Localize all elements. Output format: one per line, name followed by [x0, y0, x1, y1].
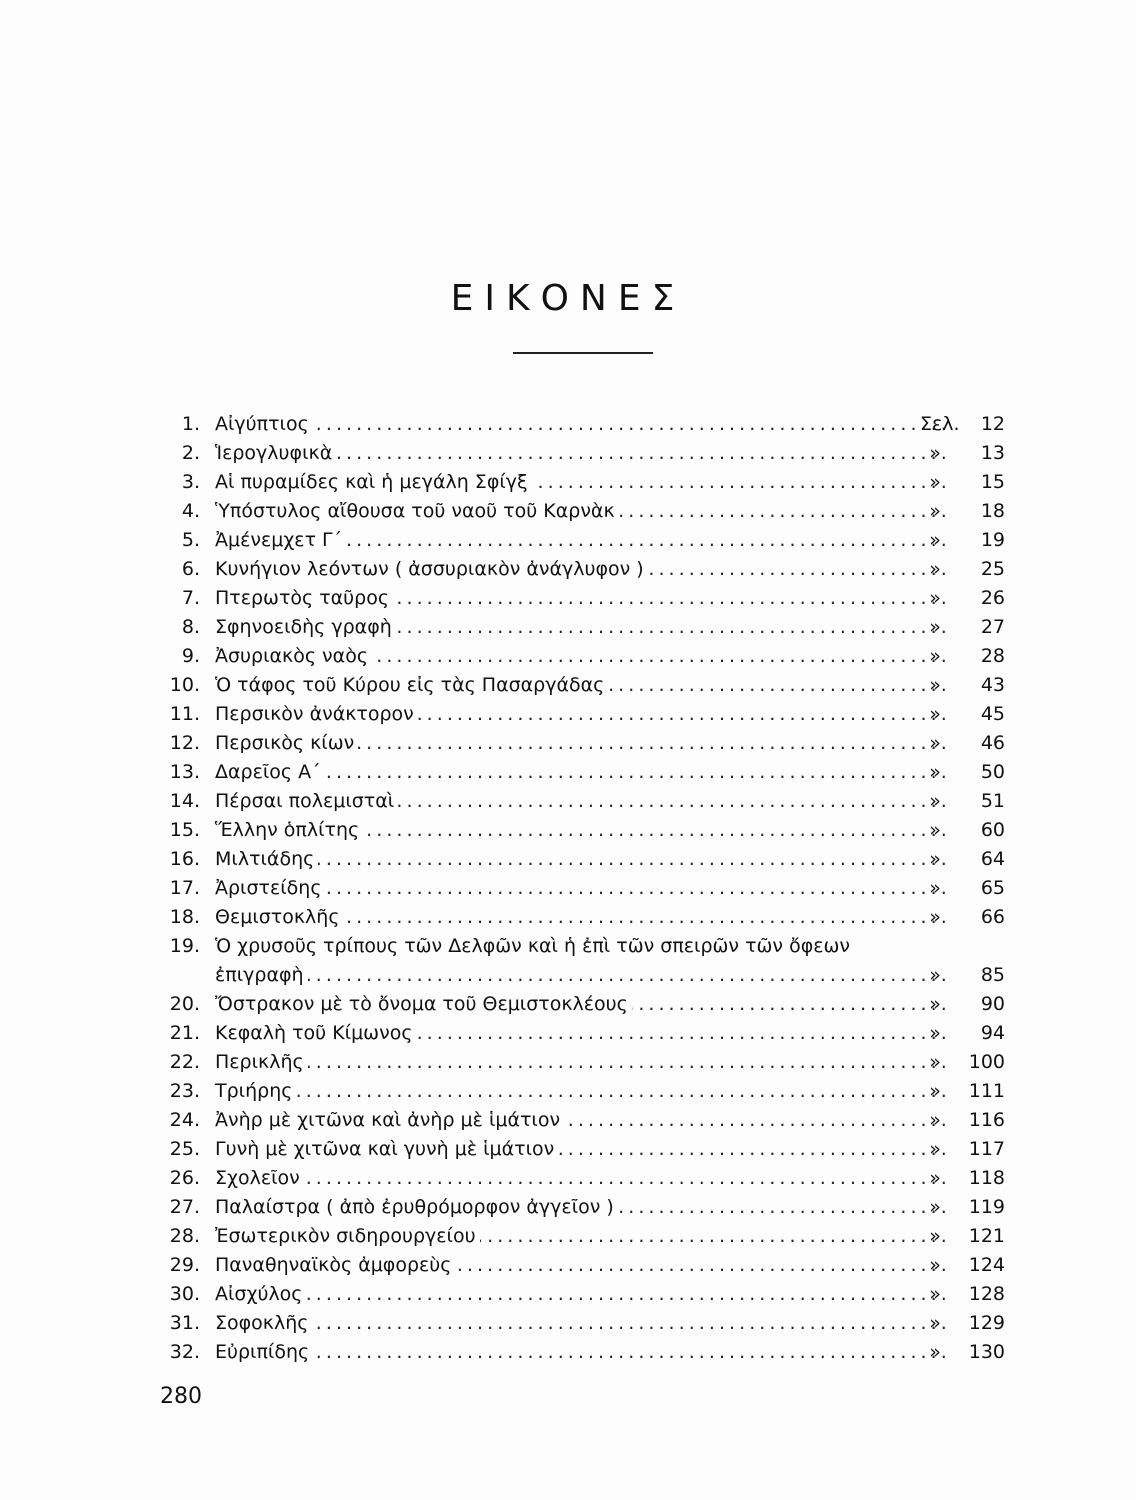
toc-entry	[160, 642, 1010, 671]
entry-label-text: Σχολεῖον	[215, 1167, 304, 1189]
entry-page: 119	[968, 1196, 1005, 1218]
entry-page: 66	[980, 906, 1005, 928]
ditto-mark: »	[929, 558, 941, 580]
entry-number: 21.	[169, 1022, 200, 1044]
ditto-mark: »	[929, 848, 941, 870]
ditto-mark: »	[929, 1312, 941, 1334]
entry-number: 5.	[181, 529, 200, 551]
entry-label	[215, 497, 945, 526]
ditto-mark: »	[929, 1167, 941, 1189]
entry-page: 19	[980, 529, 1005, 551]
entry-label-text: Πτερωτὸς ταῦρος	[215, 587, 393, 609]
entry-page: 51	[980, 790, 1005, 812]
entry-label-text: Ἀσυριακὸς ναὸς	[215, 645, 372, 667]
entry-label-text: Περσικὸν ἀνάκτορον	[215, 703, 418, 725]
entry-label	[215, 1164, 945, 1193]
entry-label	[215, 526, 945, 555]
page-title: ΕΙΚΟΝΕΣ	[450, 278, 686, 319]
entry-label	[215, 729, 945, 758]
ditto-mark: »	[929, 1138, 941, 1160]
entry-page: 28	[980, 645, 1005, 667]
entry-label-text: Ἱερογλυφικὰ	[215, 442, 336, 464]
toc-entry	[160, 932, 1010, 961]
ditto-mark: »	[929, 442, 941, 464]
entry-number: 29.	[169, 1254, 200, 1276]
entry-number: 2.	[181, 442, 200, 464]
entry-number: 30.	[169, 1283, 200, 1305]
title-underline	[513, 352, 653, 354]
entry-label-text: Αἰσχύλος	[215, 1283, 306, 1305]
entry-label	[215, 816, 945, 845]
entry-label-text: Εὐριπίδης	[215, 1341, 313, 1363]
toc-entry	[160, 439, 1010, 468]
toc-entry	[160, 1164, 1010, 1193]
entry-label-text: Περσικὸς κίων	[215, 732, 358, 754]
ditto-mark: »	[929, 732, 941, 754]
entry-label-text: Περικλῆς	[215, 1051, 308, 1073]
entry-number: 18.	[169, 906, 200, 928]
entry-label-text: Ὄστρακον μὲ τὸ ὄνομα τοῦ Θεμιστοκλέους	[215, 993, 632, 1015]
entry-number: 26.	[169, 1167, 200, 1189]
entry-label	[215, 787, 945, 816]
entry-page: 128	[968, 1283, 1005, 1305]
entry-page: 85	[980, 964, 1005, 986]
entry-number: 7.	[181, 587, 200, 609]
entry-label	[215, 1251, 945, 1280]
entry-number: 22.	[169, 1051, 200, 1073]
entry-label-text: Μιλτιάδης	[215, 848, 318, 870]
entry-number: 8.	[181, 616, 200, 638]
figure-index	[160, 410, 1010, 1367]
entry-number: 16.	[169, 848, 200, 870]
ditto-mark: »	[929, 1080, 941, 1102]
entry-page: 26	[980, 587, 1005, 609]
entry-page: 65	[980, 877, 1005, 899]
toc-entry-continuation	[160, 961, 1010, 990]
toc-entry	[160, 1193, 1010, 1222]
toc-entry	[160, 990, 1010, 1019]
toc-entry	[160, 903, 1010, 932]
toc-entry	[160, 613, 1010, 642]
entry-number: 25.	[169, 1138, 200, 1160]
entry-label-text: Σφηνοειδὴς γραφὴ	[215, 616, 396, 638]
entry-page: 90	[980, 993, 1005, 1015]
entry-page: 18	[980, 500, 1005, 522]
entry-number: 14.	[169, 790, 200, 812]
entry-label-text: Τριήρης	[215, 1080, 296, 1102]
entry-label-text: ἐπιγραφὴ	[215, 964, 308, 986]
entry-label	[215, 642, 945, 671]
entry-label	[215, 1280, 945, 1309]
entry-page: 13	[980, 442, 1005, 464]
entry-page: 45	[980, 703, 1005, 725]
toc-entry	[160, 1106, 1010, 1135]
entry-number: 12.	[169, 732, 200, 754]
ditto-mark: »	[929, 645, 941, 667]
entry-label	[215, 1106, 945, 1135]
entry-number: 13.	[169, 761, 200, 783]
ditto-mark: »	[929, 1109, 941, 1131]
entry-label	[215, 1077, 945, 1106]
entry-page: 43	[980, 674, 1005, 696]
entry-label	[215, 961, 945, 990]
page-label: Σελ.	[920, 413, 960, 435]
entry-number: 1.	[181, 413, 200, 435]
entry-label	[215, 584, 945, 613]
entry-label-text: Ἀνὴρ μὲ χιτῶνα καὶ ἀνὴρ μὲ ἱμάτιον	[215, 1109, 564, 1131]
toc-entry	[160, 1048, 1010, 1077]
ditto-mark: »	[929, 993, 941, 1015]
entry-number: 9.	[181, 645, 200, 667]
ditto-mark: »	[929, 964, 941, 986]
entry-label	[215, 410, 945, 439]
toc-entry	[160, 1135, 1010, 1164]
entry-label	[215, 613, 945, 642]
show-through-text	[150, 70, 990, 130]
toc-entry	[160, 787, 1010, 816]
entry-page: 121	[968, 1225, 1005, 1247]
entry-label-text: Ἀριστείδης	[215, 877, 326, 899]
entry-number: 32.	[169, 1341, 200, 1363]
entry-label	[215, 1309, 945, 1338]
ditto-mark: »	[929, 1341, 941, 1363]
toc-entry	[160, 1309, 1010, 1338]
toc-entry	[160, 758, 1010, 787]
entry-label	[215, 758, 945, 787]
entry-page: 60	[980, 819, 1005, 841]
toc-entry	[160, 1338, 1010, 1367]
entry-number: 24.	[169, 1109, 200, 1131]
entry-label-text: Σοφοκλῆς	[215, 1312, 312, 1334]
entry-label	[215, 671, 945, 700]
entry-page: 50	[980, 761, 1005, 783]
entry-label-text: Γυνὴ μὲ χιτῶνα καὶ γυνὴ μὲ ἱμάτιον	[215, 1138, 558, 1160]
entry-label-text: Κεφαλὴ τοῦ Κίμωνος	[215, 1022, 417, 1044]
ditto-mark: »	[929, 616, 941, 638]
toc-entry	[160, 1222, 1010, 1251]
entry-number: 11.	[169, 703, 200, 725]
entry-number: 31.	[169, 1312, 200, 1334]
ditto-mark: »	[929, 1283, 941, 1305]
entry-label-text: Παλαίστρα ( ἀπὸ ἐρυθρόμορφον ἀγγεῖον )	[215, 1196, 618, 1218]
entry-number: 15.	[169, 819, 200, 841]
entry-label	[215, 874, 945, 903]
entry-page: 130	[968, 1341, 1005, 1363]
entry-number: 10.	[169, 674, 200, 696]
entry-number: 17.	[169, 877, 200, 899]
entry-label	[215, 1222, 945, 1251]
entry-page: 124	[968, 1254, 1005, 1276]
ditto-mark: »	[929, 587, 941, 609]
entry-label-text: Ἀμένεμχετ Γ΄	[215, 529, 346, 551]
entry-page: 94	[980, 1022, 1005, 1044]
toc-entry	[160, 1251, 1010, 1280]
toc-entry	[160, 816, 1010, 845]
entry-label	[215, 439, 945, 468]
ditto-mark: »	[929, 1254, 941, 1276]
entry-page: 118	[968, 1167, 1005, 1189]
entry-number: 27.	[169, 1196, 200, 1218]
ditto-mark: »	[929, 906, 941, 928]
entry-label-text: Ὁ τάφος τοῦ Κύρου εἰς τὰς Πασαργάδας	[215, 674, 608, 696]
entry-label-text: Ὁ χρυσοῦς τρίπους τῶν Δελφῶν καὶ ἡ ἐπὶ τῶν σπειρῶν τῶν ὄφεων	[215, 935, 854, 957]
toc-entry	[160, 584, 1010, 613]
entry-page: 25	[980, 558, 1005, 580]
entry-number: 19.	[169, 935, 200, 957]
entry-number: 3.	[181, 471, 200, 493]
toc-entry	[160, 845, 1010, 874]
toc-entry	[160, 497, 1010, 526]
entry-label-text: Αἱ πυραμίδες καὶ ἡ μεγάλη Σφίγξ	[215, 471, 532, 493]
ditto-mark: »	[929, 877, 941, 899]
entry-label-text: Παναθηναϊκὸς ἀμφορεὺς	[215, 1254, 455, 1276]
entry-label	[215, 1048, 945, 1077]
toc-entry	[160, 671, 1010, 700]
entry-page: 111	[968, 1080, 1005, 1102]
entry-page: 129	[968, 1312, 1005, 1334]
toc-entry	[160, 526, 1010, 555]
entry-label-text: Ἕλλην ὁπλίτης	[215, 819, 363, 841]
entry-number: 6.	[181, 558, 200, 580]
entry-label-text: Κυνήγιον λεόντων ( ἀσσυριακὸν ἀνάγλυφον )	[215, 558, 648, 580]
toc-entry	[160, 410, 1010, 439]
page-number: 280	[160, 1384, 202, 1409]
entry-number: 20.	[169, 993, 200, 1015]
toc-entry	[160, 729, 1010, 758]
entry-label	[215, 1338, 945, 1367]
entry-label-text: Πέρσαι πολεμισταὶ	[215, 790, 398, 812]
toc-entry	[160, 468, 1010, 497]
entry-label	[215, 468, 945, 497]
toc-entry	[160, 1077, 1010, 1106]
entry-label	[215, 700, 945, 729]
ditto-mark: »	[929, 471, 941, 493]
entry-label-text: Ὑπόστυλος αἴθουσα τοῦ ναοῦ τοῦ Καρνὰκ	[215, 500, 619, 522]
entry-label	[215, 990, 945, 1019]
entry-label	[215, 1193, 945, 1222]
toc-entry	[160, 874, 1010, 903]
entry-page: 12	[980, 413, 1005, 435]
entry-page: 46	[980, 732, 1005, 754]
entry-label-text: Ἐσωτερικὸν σιδηρουργείου	[215, 1225, 480, 1247]
ditto-mark: »	[929, 1022, 941, 1044]
toc-entry	[160, 700, 1010, 729]
ditto-mark: »	[929, 500, 941, 522]
entry-label-text: Δαρεῖος Α΄	[215, 761, 325, 783]
toc-entry	[160, 555, 1010, 584]
entry-page: 64	[980, 848, 1005, 870]
entry-page: 27	[980, 616, 1005, 638]
toc-entry	[160, 1019, 1010, 1048]
entry-label	[215, 1135, 945, 1164]
entry-number: 28.	[169, 1225, 200, 1247]
ditto-mark: »	[929, 1225, 941, 1247]
ditto-mark: »	[929, 819, 941, 841]
entry-label	[215, 845, 945, 874]
entry-label	[215, 932, 945, 961]
ditto-mark: »	[929, 761, 941, 783]
ditto-mark: »	[929, 674, 941, 696]
entry-page: 117	[968, 1138, 1005, 1160]
entry-label	[215, 1019, 945, 1048]
entry-page: 100	[968, 1051, 1005, 1073]
entry-label-text: Θεμιστοκλῆς	[215, 906, 343, 928]
toc-entry	[160, 1280, 1010, 1309]
entry-number: 4.	[181, 500, 200, 522]
ditto-mark: »	[929, 529, 941, 551]
entry-label	[215, 903, 945, 932]
entry-label-text: Αἰγύπτιος	[215, 413, 313, 435]
ditto-mark: »	[929, 1196, 941, 1218]
entry-label	[215, 555, 945, 584]
ditto-mark: »	[929, 703, 941, 725]
entry-page: 15	[980, 471, 1005, 493]
ditto-mark: »	[929, 790, 941, 812]
entry-number: 23.	[169, 1080, 200, 1102]
entry-page: 116	[968, 1109, 1005, 1131]
ditto-mark: »	[929, 1051, 941, 1073]
